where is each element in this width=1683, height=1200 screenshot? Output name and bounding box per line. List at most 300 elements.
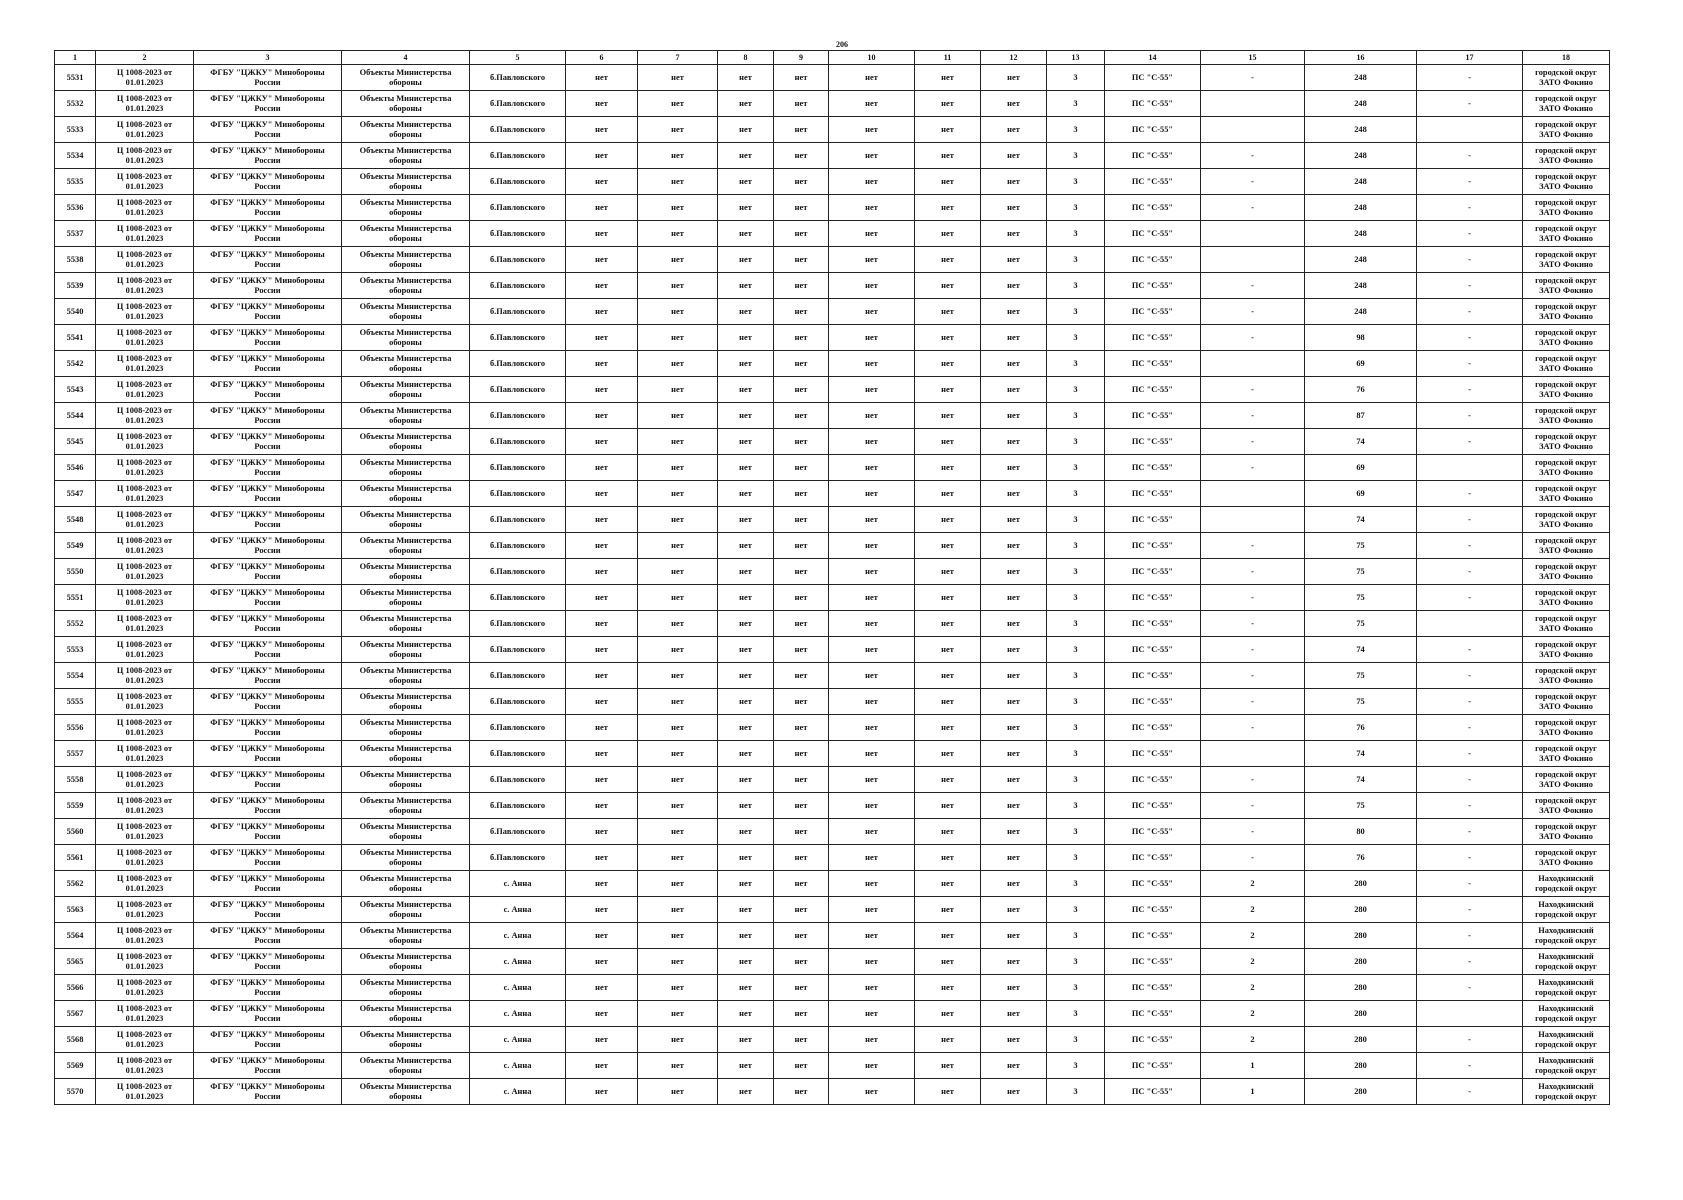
col-17-text: - — [1468, 878, 1471, 888]
col-11-text: нет — [941, 1060, 954, 1070]
address-text: б.Павловского — [489, 696, 546, 706]
col-13-cell — [1047, 403, 1105, 429]
col-6-cell — [566, 377, 638, 403]
substation-cell — [1105, 949, 1201, 975]
substation-text: ПС "С-55" — [1131, 410, 1174, 420]
district-cell — [1523, 1079, 1610, 1105]
doc-ref-cell — [96, 1027, 194, 1053]
col-16-text: 248 — [1354, 124, 1367, 134]
col-6-cell — [566, 897, 638, 923]
col-6-cell — [566, 949, 638, 975]
organization-cell — [194, 273, 342, 299]
col-10-text: нет — [865, 358, 878, 368]
col-15-text: - — [1251, 826, 1254, 836]
col-8-text: нет — [739, 150, 752, 160]
district-text: ЗАТО Фокино — [1539, 649, 1593, 659]
object-type-text: Объекты Министерства — [359, 145, 452, 155]
address-cell — [470, 143, 566, 169]
address-text: с. Анна — [503, 878, 532, 888]
substation-cell — [1105, 741, 1201, 767]
col-10-cell — [829, 403, 915, 429]
col-9-text: нет — [794, 956, 808, 966]
col-13-cell — [1047, 351, 1105, 377]
address-text: б.Павловского — [489, 280, 546, 290]
doc-ref-text: 01.01.2023 — [125, 961, 164, 971]
col-11-text: нет — [941, 488, 954, 498]
row-number-cell — [55, 585, 96, 611]
col-16-text: 280 — [1354, 930, 1367, 940]
col-10-cell — [829, 91, 915, 117]
district-cell — [1523, 715, 1610, 741]
col-11-text: нет — [941, 774, 954, 784]
district-text: городской округ — [1535, 197, 1597, 207]
col-12-cell — [981, 689, 1047, 715]
row-number-cell — [55, 897, 96, 923]
col-13-cell — [1047, 767, 1105, 793]
row-number-text: 5535 — [66, 176, 84, 186]
doc-ref-text: Ц 1008-2023 от — [116, 327, 173, 337]
col-7-cell — [638, 117, 718, 143]
col-8-cell — [718, 741, 774, 767]
object-type-cell — [342, 91, 470, 117]
col-9-text: нет — [794, 98, 808, 108]
col-11-text: нет — [941, 930, 954, 940]
organization-text: России — [254, 727, 281, 737]
object-type-text: обороны — [389, 961, 422, 971]
col-10-cell — [829, 897, 915, 923]
col-13-text: 3 — [1073, 254, 1078, 264]
district-cell — [1523, 897, 1610, 923]
col-11-cell — [915, 169, 981, 195]
doc-ref-text: Ц 1008-2023 от — [116, 483, 173, 493]
address-cell — [470, 221, 566, 247]
object-type-text: Объекты Министерства — [359, 691, 452, 701]
col-6-cell — [566, 429, 638, 455]
col-11-text: нет — [941, 670, 954, 680]
col-6-cell — [566, 663, 638, 689]
doc-ref-cell — [96, 793, 194, 819]
col-11-text: нет — [941, 696, 954, 706]
organization-text: ФГБУ "ЦЖКУ" Минобороны — [210, 925, 325, 935]
address-cell — [470, 481, 566, 507]
col-12-cell — [981, 273, 1047, 299]
col-12-text: нет — [1007, 1060, 1020, 1070]
substation-cell — [1105, 325, 1201, 351]
col-11-cell — [915, 143, 981, 169]
district-text: ЗАТО Фокино — [1539, 233, 1593, 243]
district-cell — [1523, 143, 1610, 169]
doc-ref-text: 01.01.2023 — [125, 181, 164, 191]
district-text: городской округ — [1535, 457, 1597, 467]
col-6-text: нет — [595, 904, 608, 914]
object-type-text: Объекты Министерства — [359, 535, 452, 545]
object-type-text: Объекты Министерства — [359, 119, 452, 129]
col-7-cell — [638, 91, 718, 117]
col-17-cell — [1417, 689, 1523, 715]
organization-text: России — [254, 805, 281, 815]
col-11-text: нет — [941, 462, 954, 472]
row-number-cell — [55, 871, 96, 897]
address-cell — [470, 273, 566, 299]
row-number-cell — [55, 143, 96, 169]
organization-text: ФГБУ "ЦЖКУ" Минобороны — [210, 119, 325, 129]
doc-ref-text: Ц 1008-2023 от — [116, 1081, 173, 1091]
district-cell — [1523, 949, 1610, 975]
col-16-text: 248 — [1354, 280, 1367, 290]
doc-ref-cell — [96, 1079, 194, 1105]
col-16-text: 75 — [1356, 618, 1365, 628]
address-text: б.Павловского — [489, 670, 546, 680]
col-11-cell — [915, 689, 981, 715]
address-text: б.Павловского — [489, 124, 546, 134]
col-17-text: - — [1468, 1060, 1471, 1070]
district-text: Находкинский — [1538, 1029, 1594, 1039]
organization-cell — [194, 1001, 342, 1027]
substation-cell — [1105, 403, 1201, 429]
col-8-cell — [718, 585, 774, 611]
col-12-cell — [981, 91, 1047, 117]
col-16-text: 280 — [1354, 878, 1367, 888]
col-9-cell — [774, 247, 829, 273]
column-header: 14 — [1105, 51, 1201, 65]
doc-ref-text: Ц 1008-2023 от — [116, 613, 173, 623]
address-cell — [470, 429, 566, 455]
col-11-cell — [915, 845, 981, 871]
row-number-cell — [55, 923, 96, 949]
col-17-cell — [1417, 195, 1523, 221]
col-17-text: - — [1468, 774, 1471, 784]
district-text: городской округ — [1535, 613, 1597, 623]
col-13-text: 3 — [1073, 904, 1078, 914]
substation-text: ПС "С-55" — [1131, 566, 1174, 576]
district-text: городской округ — [1535, 847, 1597, 857]
col-8-text: нет — [739, 904, 752, 914]
col-7-text: нет — [671, 540, 684, 550]
substation-cell — [1105, 1027, 1201, 1053]
district-text: ЗАТО Фокино — [1539, 831, 1593, 841]
row-number-cell — [55, 819, 96, 845]
col-7-text: нет — [671, 618, 684, 628]
col-13-cell — [1047, 221, 1105, 247]
col-16-cell — [1305, 65, 1417, 91]
col-17-cell — [1417, 377, 1523, 403]
organization-text: ФГБУ "ЦЖКУ" Минобороны — [210, 249, 325, 259]
col-10-text: нет — [865, 852, 878, 862]
row-number-cell — [55, 481, 96, 507]
col-12-text: нет — [1007, 826, 1020, 836]
col-12-text: нет — [1007, 930, 1020, 940]
col-15-cell — [1201, 663, 1305, 689]
table-row — [55, 793, 1610, 819]
col-8-cell — [718, 325, 774, 351]
district-text: городской округ — [1535, 1065, 1597, 1075]
col-17-text: - — [1468, 956, 1471, 966]
col-11-text: нет — [941, 878, 954, 888]
doc-ref-cell — [96, 117, 194, 143]
substation-cell — [1105, 247, 1201, 273]
organization-cell — [194, 949, 342, 975]
col-10-text: нет — [865, 722, 878, 732]
col-11-text: нет — [941, 150, 954, 160]
row-number-text: 5554 — [66, 670, 84, 680]
row-number-text: 5539 — [66, 280, 84, 290]
col-15-cell — [1201, 221, 1305, 247]
organization-cell — [194, 611, 342, 637]
col-16-text: 74 — [1356, 644, 1365, 654]
address-cell — [470, 325, 566, 351]
address-cell — [470, 403, 566, 429]
col-17-cell — [1417, 481, 1523, 507]
doc-ref-text: 01.01.2023 — [125, 649, 164, 659]
col-9-cell — [774, 1079, 829, 1105]
row-number-cell — [55, 611, 96, 637]
address-text: б.Павловского — [489, 176, 546, 186]
row-number-cell — [55, 1053, 96, 1079]
col-11-text: нет — [941, 332, 954, 342]
doc-ref-text: 01.01.2023 — [125, 753, 164, 763]
substation-cell — [1105, 117, 1201, 143]
col-16-cell — [1305, 689, 1417, 715]
district-text: ЗАТО Фокино — [1539, 259, 1593, 269]
col-9-text: нет — [794, 176, 808, 186]
row-number-text: 5546 — [66, 462, 84, 472]
object-type-text: Объекты Министерства — [359, 457, 452, 467]
row-number-cell — [55, 325, 96, 351]
col-6-cell — [566, 741, 638, 767]
substation-cell — [1105, 507, 1201, 533]
col-17-cell — [1417, 611, 1523, 637]
doc-ref-cell — [96, 481, 194, 507]
col-7-cell — [638, 793, 718, 819]
doc-ref-text: Ц 1008-2023 от — [116, 951, 173, 961]
col-8-cell — [718, 1027, 774, 1053]
row-number-text: 5533 — [66, 124, 84, 134]
col-15-cell — [1201, 949, 1305, 975]
col-11-cell — [915, 611, 981, 637]
col-10-cell — [829, 221, 915, 247]
substation-text: ПС "С-55" — [1131, 722, 1174, 732]
col-15-cell — [1201, 975, 1305, 1001]
col-7-cell — [638, 481, 718, 507]
row-number-cell — [55, 637, 96, 663]
col-12-text: нет — [1007, 124, 1020, 134]
col-13-text: 3 — [1073, 1008, 1078, 1018]
row-number-cell — [55, 845, 96, 871]
doc-ref-text: 01.01.2023 — [125, 493, 164, 503]
col-9-text: нет — [794, 826, 808, 836]
organization-text: России — [254, 129, 281, 139]
doc-ref-text: Ц 1008-2023 от — [116, 1029, 173, 1039]
object-type-cell — [342, 819, 470, 845]
doc-ref-text: 01.01.2023 — [125, 1039, 164, 1049]
address-cell — [470, 455, 566, 481]
substation-cell — [1105, 169, 1201, 195]
col-15-cell — [1201, 195, 1305, 221]
col-7-text: нет — [671, 566, 684, 576]
col-8-text: нет — [739, 800, 752, 810]
district-text: Находкинский — [1538, 977, 1594, 987]
col-13-text: 3 — [1073, 306, 1078, 316]
col-11-cell — [915, 403, 981, 429]
col-6-cell — [566, 403, 638, 429]
col-13-text: 3 — [1073, 748, 1078, 758]
col-7-text: нет — [671, 332, 684, 342]
object-type-text: Объекты Министерства — [359, 925, 452, 935]
col-13-cell — [1047, 507, 1105, 533]
district-text: ЗАТО Фокино — [1539, 363, 1593, 373]
col-15-text: - — [1251, 462, 1254, 472]
table-body — [55, 65, 1610, 1105]
row-number-text: 5568 — [66, 1034, 84, 1044]
table-row — [55, 689, 1610, 715]
col-13-text: 3 — [1073, 202, 1078, 212]
col-17-cell — [1417, 403, 1523, 429]
district-text: Находкинский — [1538, 1003, 1594, 1013]
doc-ref-text: Ц 1008-2023 от — [116, 769, 173, 779]
col-8-cell — [718, 221, 774, 247]
col-10-cell — [829, 767, 915, 793]
col-6-text: нет — [595, 124, 608, 134]
doc-ref-text: 01.01.2023 — [125, 883, 164, 893]
col-8-text: нет — [739, 774, 752, 784]
col-13-cell — [1047, 1053, 1105, 1079]
col-12-text: нет — [1007, 150, 1020, 160]
object-type-text: Объекты Министерства — [359, 821, 452, 831]
row-number-cell — [55, 507, 96, 533]
col-12-text: нет — [1007, 618, 1020, 628]
col-17-cell — [1417, 949, 1523, 975]
col-15-text: - — [1251, 202, 1254, 212]
col-8-text: нет — [739, 696, 752, 706]
row-number-text: 5570 — [66, 1086, 84, 1096]
district-cell — [1523, 871, 1610, 897]
col-16-text: 248 — [1354, 254, 1367, 264]
table-row — [55, 1001, 1610, 1027]
row-number-cell — [55, 793, 96, 819]
district-text: городской округ — [1535, 561, 1597, 571]
col-7-cell — [638, 689, 718, 715]
doc-ref-text: Ц 1008-2023 от — [116, 665, 173, 675]
object-type-cell — [342, 455, 470, 481]
address-cell — [470, 819, 566, 845]
col-10-cell — [829, 351, 915, 377]
doc-ref-text: 01.01.2023 — [125, 1091, 164, 1101]
district-text: ЗАТО Фокино — [1539, 675, 1593, 685]
col-16-cell — [1305, 325, 1417, 351]
address-text: б.Павловского — [489, 254, 546, 264]
col-13-cell — [1047, 611, 1105, 637]
col-15-text: - — [1251, 72, 1254, 82]
col-10-text: нет — [865, 1060, 878, 1070]
object-type-cell — [342, 949, 470, 975]
col-15-cell — [1201, 403, 1305, 429]
doc-ref-text: Ц 1008-2023 от — [116, 743, 173, 753]
address-text: б.Павловского — [489, 800, 546, 810]
doc-ref-text: Ц 1008-2023 от — [116, 535, 173, 545]
organization-cell — [194, 975, 342, 1001]
col-10-text: нет — [865, 800, 878, 810]
col-17-cell — [1417, 117, 1523, 143]
col-13-text: 3 — [1073, 124, 1078, 134]
col-12-cell — [981, 169, 1047, 195]
col-16-cell — [1305, 143, 1417, 169]
district-text: ЗАТО Фокино — [1539, 441, 1593, 451]
organization-text: России — [254, 233, 281, 243]
address-text: б.Павловского — [489, 306, 546, 316]
col-13-cell — [1047, 1079, 1105, 1105]
object-type-cell — [342, 377, 470, 403]
col-8-text: нет — [739, 1034, 752, 1044]
substation-cell — [1105, 637, 1201, 663]
col-9-text: нет — [794, 514, 808, 524]
address-cell — [470, 845, 566, 871]
col-10-text: нет — [865, 696, 878, 706]
doc-ref-cell — [96, 819, 194, 845]
col-13-cell — [1047, 169, 1105, 195]
substation-text: ПС "С-55" — [1131, 852, 1174, 862]
col-13-cell — [1047, 455, 1105, 481]
substation-cell — [1105, 559, 1201, 585]
col-12-cell — [981, 377, 1047, 403]
table-row — [55, 1079, 1610, 1105]
col-12-text: нет — [1007, 904, 1020, 914]
col-6-text: нет — [595, 332, 608, 342]
row-number-cell — [55, 559, 96, 585]
col-9-text: нет — [794, 1008, 808, 1018]
col-13-cell — [1047, 793, 1105, 819]
col-9-cell — [774, 949, 829, 975]
col-12-cell — [981, 1001, 1047, 1027]
col-15-cell — [1201, 299, 1305, 325]
table-row — [55, 637, 1610, 663]
table-row — [55, 143, 1610, 169]
organization-text: России — [254, 571, 281, 581]
doc-ref-text: Ц 1008-2023 от — [116, 717, 173, 727]
organization-text: ФГБУ "ЦЖКУ" Минобороны — [210, 431, 325, 441]
column-header: 13 — [1047, 51, 1105, 65]
col-16-cell — [1305, 169, 1417, 195]
object-type-text: обороны — [389, 675, 422, 685]
col-8-cell — [718, 663, 774, 689]
doc-ref-text: 01.01.2023 — [125, 935, 164, 945]
district-text: ЗАТО Фокино — [1539, 753, 1593, 763]
col-11-cell — [915, 91, 981, 117]
address-cell — [470, 767, 566, 793]
organization-text: ФГБУ "ЦЖКУ" Минобороны — [210, 561, 325, 571]
organization-text: России — [254, 857, 281, 867]
col-10-cell — [829, 117, 915, 143]
col-17-cell — [1417, 325, 1523, 351]
address-text: б.Павловского — [489, 644, 546, 654]
col-16-cell — [1305, 507, 1417, 533]
column-header: 4 — [342, 51, 470, 65]
col-17-cell — [1417, 741, 1523, 767]
col-15-text: - — [1251, 618, 1254, 628]
doc-ref-cell — [96, 923, 194, 949]
col-17-cell — [1417, 871, 1523, 897]
col-15-cell — [1201, 819, 1305, 845]
col-7-text: нет — [671, 514, 684, 524]
organization-text: России — [254, 675, 281, 685]
doc-ref-cell — [96, 1053, 194, 1079]
doc-ref-text: 01.01.2023 — [125, 1065, 164, 1075]
col-9-text: нет — [794, 644, 808, 654]
district-cell — [1523, 299, 1610, 325]
col-7-text: нет — [671, 488, 684, 498]
col-9-cell — [774, 871, 829, 897]
substation-cell — [1105, 221, 1201, 247]
col-12-cell — [981, 429, 1047, 455]
